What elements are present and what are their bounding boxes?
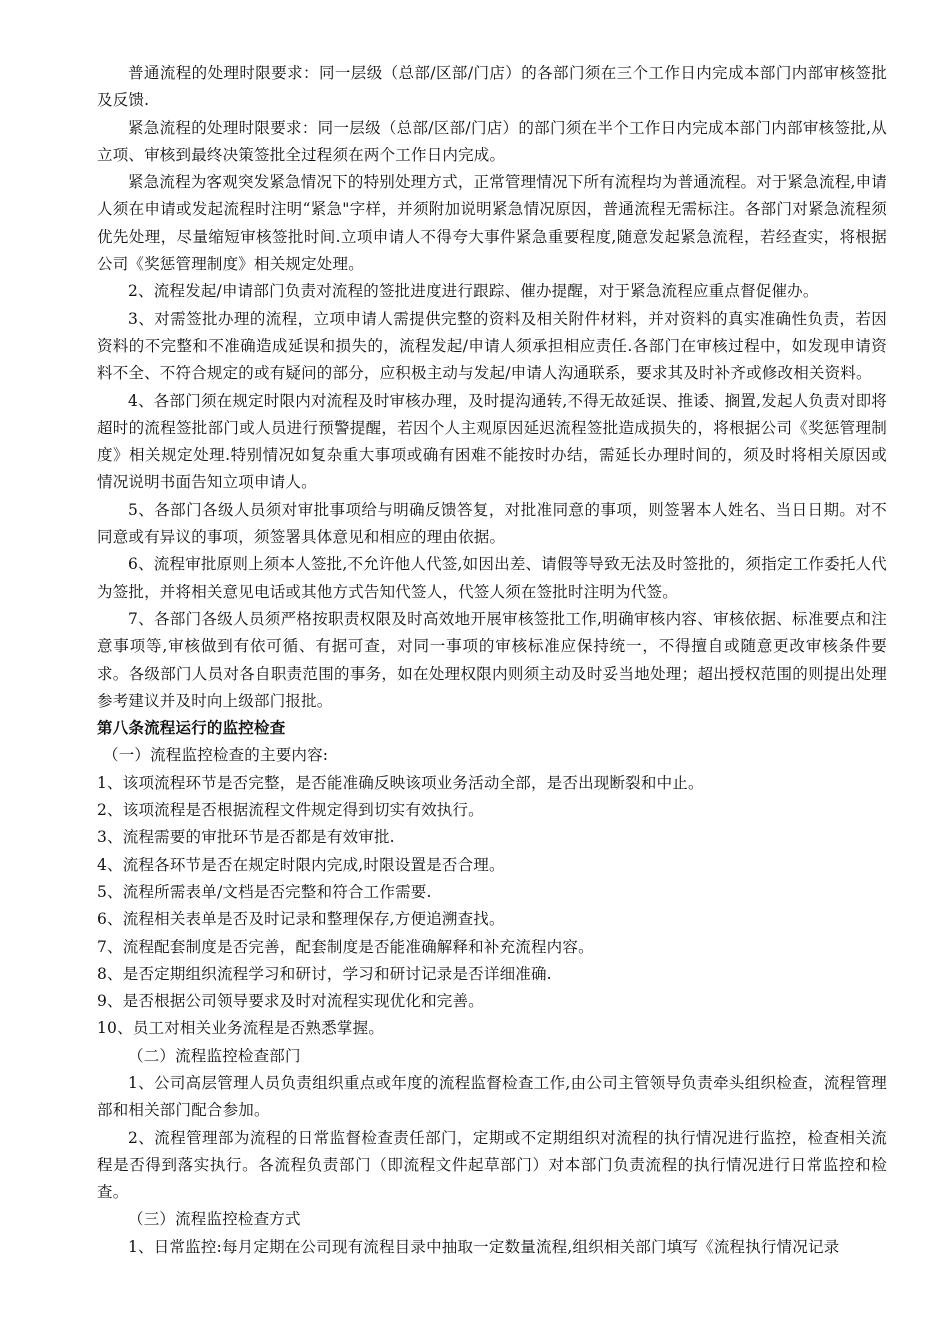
subsection-title-3: （三）流程监控检查方式 <box>128 1210 301 1229</box>
paragraph-urgent-process-definition: 紧急流程为客观突发紧急情况下的特别处理方式，正常管理情况下所有流程均为普通流程。对于紧急流程,申请人须在申请或发起流程时注明“紧急"字样，并须附加说明紧急情况原因，普通流程无需标注。各部门对紧急流程须优先处理，尽量缩短审核签批时间.立项申请人不得夸大事件紧急重要程度,随意发起紧急流程，若经查实，将根据公司《奖惩管理制度》相关规定处理。 <box>97 173 887 274</box>
list-item: 10、员工对相关业务流程是否熟悉掌握。 <box>97 1019 385 1038</box>
subsection-title-2: （二）流程监控检查部门 <box>128 1046 301 1065</box>
list-item: 1、公司高层管理人员负责组织重点或年度的流程监督检查工作,由公司主管领导负责牵头组织检查，流程管理部和相关部门配合参加。 <box>97 1073 887 1120</box>
section-heading: 第八条流程运行的监控检查 <box>97 719 286 738</box>
paragraph-item-6: 6、流程审批原则上须本人签批,不允许他人代签,如因出差、请假等导致无法及时签批的，须指定工作委托人代为签批，并将相关意见电话或其他方式告知代签人，代签人须在签批时注明为代签。 <box>97 555 887 601</box>
paragraph-normal-process-time-limit: 普通流程的处理时限要求：同一层级（总部/区部/门店）的各部门须在三个工作日内完成本部门内部审核签批及反馈. <box>97 64 887 110</box>
paragraph-item-3: 3、对需签批办理的流程，立项申请人需提供完整的资料及相关附件材料，并对资料的真实准确性负责，若因资料的不完整和不准确造成延误和损失的，流程发起/申请人须承担相应责任.各部门在审核过程中，如发现申请资料不全、不符合规定的或有疑问的部分，应积极主动与发起/申请人沟通联系，要求其及时补齐或修改相关资料。 <box>97 309 887 383</box>
paragraph-item-5: 5、各部门各级人员须对审批事项给与明确反馈答复，对批准同意的事项，则签署本人姓名、当日日期。对不同意或有异议的事项，须签署具体意见和相应的理由依据。 <box>97 500 887 547</box>
paragraph-item-2: 2、流程发起/申请部门负责对流程的签批进度进行跟踪、催办提醒，对于紧急流程应重点督促催办。 <box>128 282 819 301</box>
list-item: 2、该项流程是否根据流程文件规定得到切实有效执行。 <box>97 801 484 820</box>
list-item: 9、是否根据公司领导要求及时对流程实现优化和完善。 <box>97 992 484 1011</box>
list-item: 2、流程管理部为流程的日常监督检查责任部门，定期或不定期组织对流程的执行情况进行监控，检查相关流程是否得到落实执行。各流程负责部门（即流程文件起草部门）对本部门负责流程的执行情况进行日常监控和检查。 <box>97 1128 887 1202</box>
paragraph-item-4: 4、各部门须在规定时限内对流程及时审核办理，及时提沟通转,不得无故延误、推诿、搁置,发起人负责对即将超时的流程签批部门或人员进行预警提醒，若因个人主观原因延迟流程签批造成损失的，将根据公司《奖惩管理制度》相关规定处理.特别情况如复杂重大事项或确有困难不能按时办结，需延长办理时间的，须及时将相关原因或情况说明书面告知立项申请人。 <box>97 391 887 492</box>
list-item: 4、流程各环节是否在规定时限内完成,时限设置是否合理。 <box>97 855 505 874</box>
paragraph-urgent-process-time-limit: 紧急流程的处理时限要求：同一层级（总部/区部/门店）的部门须在半个工作日内完成本部门内部审核签批,从立项、审核到最终决策签批全过程须在两个工作日内完成。 <box>97 118 887 164</box>
list-item: 1、该项流程环节是否完整，是否能准确反映该项业务活动全部，是否出现断裂和中止。 <box>97 773 704 792</box>
list-item: 6、流程相关表单是否及时记录和整理保存,方便追溯查找。 <box>97 910 505 929</box>
subsection-title-1: （一）流程监控检查的主要内容: <box>103 746 329 765</box>
list-item: 1、日常监控:每月定期在公司现有流程目录中抽取一定数量流程,组织相关部门填写《流程执行情况记录 <box>128 1237 840 1256</box>
list-item: 3、流程需要的审批环节是否都是有效审批. <box>97 828 395 847</box>
document-page <box>97 60 887 1261</box>
list-item: 7、流程配套制度是否完善，配套制度是否能准确解释和补充流程内容。 <box>97 937 594 956</box>
paragraph-item-7: 7、各部门各级人员须严格按职责权限及时高效地开展审核签批工作,明确审核内容、审核依据、标准要点和注意事项等,审核做到有依可循、有据可查，对同一事项的审核标准应保持统一，不得擅自或随意更改审核条件要求。各级部门人员对各自职责范围的事务，如在处理权限内则须主动及时妥当地处理；超出授权范围的则提出处理参考建议并及时向上级部门报批。 <box>97 609 887 710</box>
list-item: 8、是否定期组织流程学习和研讨，学习和研讨记录是否详细准确. <box>97 964 552 983</box>
list-item: 5、流程所需表单/文档是否完整和符合工作需要. <box>97 882 432 901</box>
